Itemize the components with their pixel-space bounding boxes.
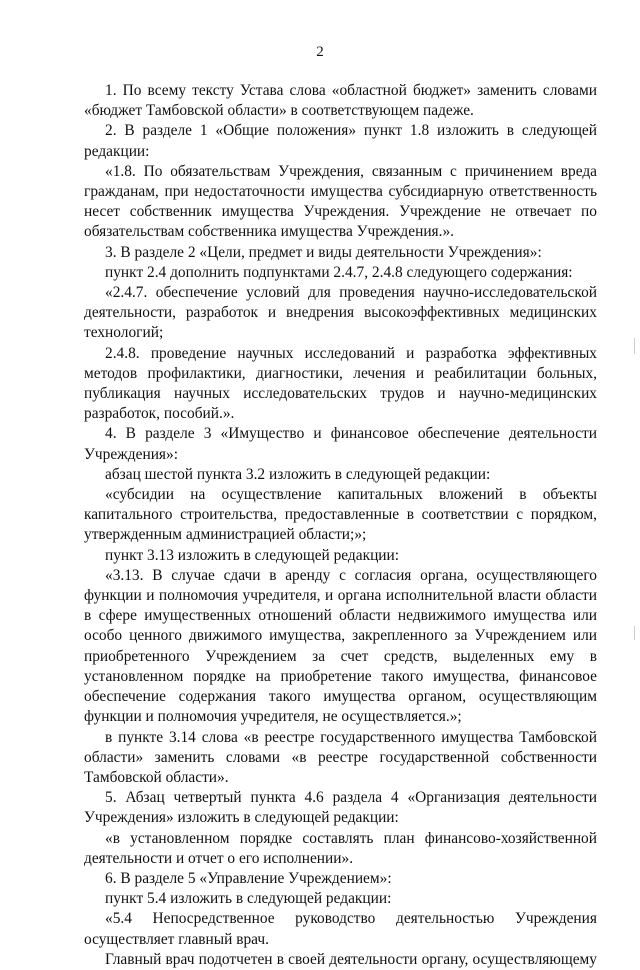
document-body (84, 81, 597, 970)
paragraph-17: пункт 5.4 изложить в следующей редакции: (105, 890, 392, 908)
paragraph-6: «2.4.7. обеспечение условий для проведения научно-исследовательской деятельности, разработок и внедрения высокоэффективных медицинских технологий; (84, 284, 597, 342)
paragraph-12: «3.13. В случае сдачи в аренду с согласия органа, осуществляющего функции и полномочия учредителя, и органа исполнительной власти области в сфере имущественных отношений области недвижимого имущества или особо ценного движимого имущества, закрепленного за Учреждением или приобретенного Учреждением за счет средств, выделенных ему в установленном порядке на приобретение такого имущества, финансовое обеспечение содержания такого имущества органом, осуществляющим функции и полномочия учредителя, не осуществляется.»; (84, 566, 597, 726)
paragraph-4: 3. В разделе 2 «Цели, предмет и виды деятельности Учреждения»: (105, 243, 542, 261)
paragraph-5: пункт 2.4 дополнить подпунктами 2.4.7, 2.4.8 следующего содержания: (105, 263, 573, 281)
page-number: 2 (316, 44, 324, 60)
paragraph-14: 5. Абзац четвертый пункта 4.6 раздела 4 «Организация деятельности Учреждения» изложить в следующей редакции: (84, 789, 597, 827)
paragraph-9: абзац шестой пункта 3.2 изложить в следующей редакции: (105, 465, 491, 483)
paragraph-10: «субсидии на осуществление капитальных вложений в объекты капитального строительства, предоставленные в соответствии с порядком, утвержденным администрацией области;»; (84, 486, 597, 544)
paragraph-1: 1. По всему тексту Устава слова «областной бюджет» заменить словами «бюджет Тамбовской области» в соответствующем падеже. (84, 82, 597, 120)
paragraph-11: пункт 3.13 изложить в следующей редакции: (105, 546, 400, 564)
paragraph-15: «в установленном порядке составлять план финансово-хозяйственной деятельности и отчет о его исполнении». (84, 829, 597, 867)
paragraph-2: 2. В разделе 1 «Общие положения» пункт 1.8 изложить в следующей редакции: (84, 122, 597, 160)
paragraph-19: Главный врач подотчетен в своей деятельности органу, осуществляющему (105, 950, 597, 968)
paragraph-3: «1.8. По обязательствам Учреждения, связанным с причинением вреда гражданам, при недостаточности имущества субсидиарную ответственность несет собственник имущества Учреждения. Учреждение не отвечает по обязательствам собственника имущества Учреждения.». (84, 162, 597, 241)
paragraph-13: в пункте 3.14 слова «в реестре государственного имущества Тамбовской области» заменить словами «в реестре государственной собственности Тамбовской области». (84, 728, 597, 786)
paragraph-18: «5.4 Непосредственное руководство деятельностью Учреждения осуществляет главный врач. (84, 910, 597, 948)
scan-edge-mark (634, 338, 635, 354)
scan-edge-mark (634, 626, 635, 640)
paragraph-7: 2.4.8. проведение научных исследований и разработка эффективных методов профилактики, диагностики, лечения и реабилитации больных, публикация научных исследовательских трудов и научно-медицинских разработок, пособий.». (84, 344, 597, 423)
paragraph-16: 6. В разделе 5 «Управление Учреждением»: (105, 869, 392, 887)
paragraph-8: 4. В разделе 3 «Имущество и финансовое обеспечение деятельности Учреждения»: (84, 425, 597, 463)
